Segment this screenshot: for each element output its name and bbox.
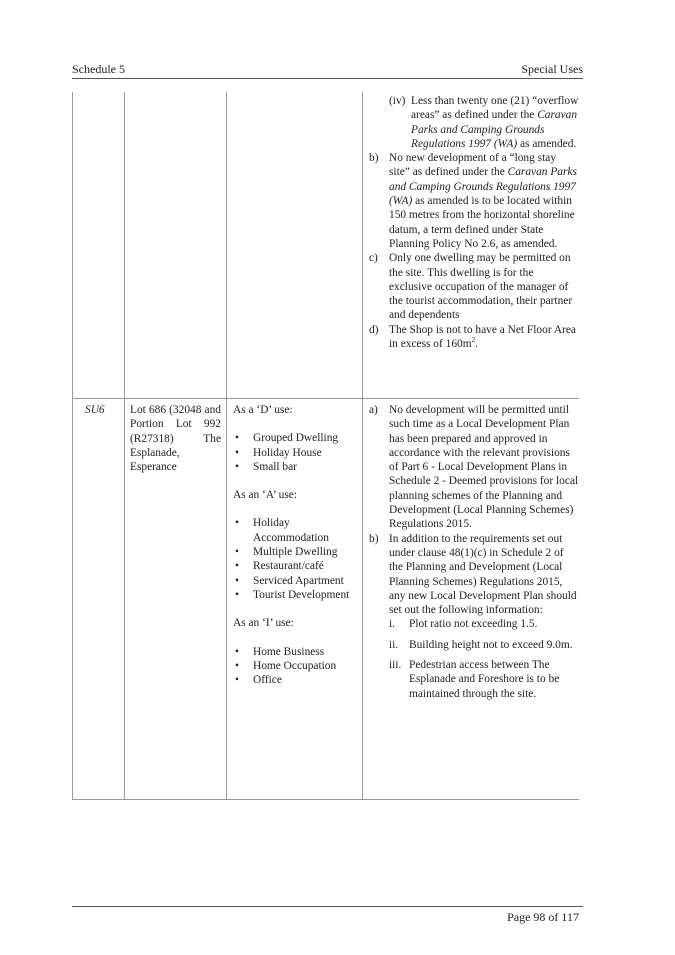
use-list-item: • Holiday Accommodation: [235, 517, 329, 544]
use-list-item: • Serviced Apartment: [235, 574, 344, 587]
use-list-item: • Home Occupation: [235, 659, 337, 672]
use-list-item: • Restaurant/café: [235, 560, 324, 573]
special-uses-table: [72, 92, 579, 800]
uses-cell: [227, 399, 363, 799]
page-footer: [72, 906, 583, 924]
bullet-icon: •: [235, 645, 239, 658]
condition-d: d) The Shop is not to have a Net Floor Area in excess of $160m^2$.: [369, 323, 576, 351]
header-schedule: Schedule 5: [72, 62, 125, 76]
condition-iv: (iv) Less than twenty one (21) “overflow areas” as defined under the Caravan Parks and Camping Grounds Regulations 1997 (WA) as amended.: [389, 95, 579, 150]
header-section: Special Uses: [521, 62, 583, 76]
use-list-item: • Multiple Dwelling: [235, 546, 338, 559]
code-cell: SU6: [73, 399, 125, 799]
page-header: [72, 60, 583, 79]
table-row: [73, 398, 579, 799]
use-list-item: • Small bar: [235, 460, 297, 473]
a-use-list: [233, 516, 358, 602]
bullet-icon: •: [235, 574, 239, 587]
d-use-heading: As a ‘D’ use:: [233, 404, 293, 416]
condition-b: b) In addition to the requirements set out under clause 48(1)(c) in Schedule 2 of the Planning and Development (Local Planning Schemes) Regulations 2015, any new Local Development Plan should set out the following information:: [369, 532, 577, 617]
d-use-list: [233, 431, 358, 474]
use-list-item: • Holiday House: [235, 446, 322, 459]
condition-a: a) No development will be permitted until such time as a Local Development Plan has been prepared and approved in accordance with the relevant provisions of Part 6 - Local Development Plans in Schedule 2 - Deemed provisions for local planning schemes of the Planning and Development (Local Planning Schemes) Regulations 2015.: [369, 404, 579, 531]
bullet-icon: •: [235, 460, 239, 473]
bullet-icon: •: [235, 446, 239, 459]
requirement-item: iii. Pedestrian access between The Esplanade and Foreshore is to be maintained through the site.: [389, 659, 560, 700]
bullet-icon: •: [235, 588, 239, 601]
bullet-icon: •: [235, 546, 239, 559]
a-use-heading: As an ‘A’ use:: [233, 489, 298, 502]
bullet-icon: •: [235, 517, 239, 530]
bullet-icon: •: [235, 659, 239, 672]
uses-cell: [227, 92, 363, 398]
condition-b: b) No new development of a “long stay site” as defined under the Caravan Parks and Camping Grounds Regulations 1997 (WA) as amended is to be located within 150 metres from the horizontal shoreline datum, a term defined under State Planning Policy No 2.6, as amended.: [369, 152, 577, 250]
use-list-item: • Home Business: [235, 645, 325, 658]
table-row: [73, 92, 579, 398]
conditions-cell: [363, 399, 579, 799]
condition-c: c) Only one dwelling may be permitted on the site. This dwelling is for the exclusive occupation of the manager of the tourist accommodation, their partner and dependents: [369, 252, 573, 322]
requirement-list: [369, 617, 579, 700]
code-cell: [73, 92, 125, 398]
conditions-cell: [363, 92, 579, 398]
use-list-item: • Office: [235, 674, 282, 687]
site-cell: [125, 92, 227, 398]
use-list-item: • Tourist Development: [235, 588, 350, 601]
bullet-icon: •: [235, 674, 239, 687]
i-use-list: [233, 645, 358, 688]
site-cell: Lot 686 (32048 and Portion Lot 992 (R27318) The Esplanade, Esperance: [125, 399, 227, 799]
page-number: Page 98 of 117: [507, 910, 579, 924]
bullet-icon: •: [235, 560, 239, 573]
i-use-heading: As an ‘I’ use:: [233, 617, 294, 630]
requirement-item: i. Plot ratio not exceeding 1.5.: [389, 618, 538, 631]
requirement-item: ii. Building height not to exceed 9.0m.: [389, 638, 573, 651]
bullet-icon: •: [235, 432, 239, 445]
use-list-item: • Grouped Dwelling: [235, 432, 339, 445]
